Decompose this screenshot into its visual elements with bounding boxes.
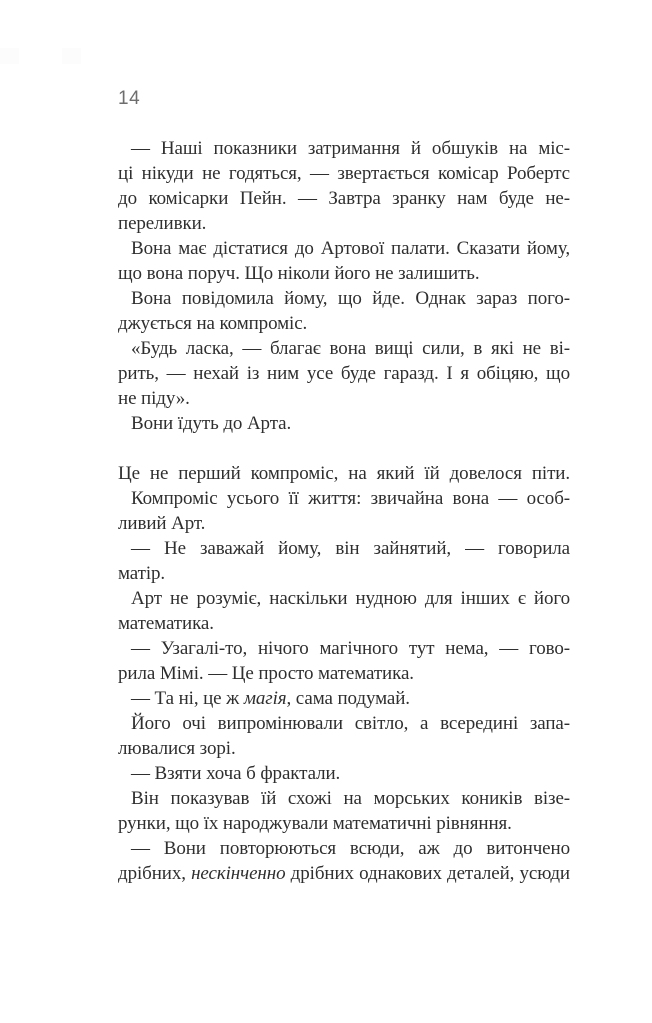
text-line [118,336,570,361]
text-line [118,486,570,511]
body-text: — Вони повторюються всюди, аж до витончено [131,838,570,859]
body-text: Вона повідомила йому, що йде. Однак зараз пого- [131,288,570,309]
text-line [118,136,570,161]
body-text: рила Мімі. — Це просто математика. [118,663,414,684]
body-text: Арт не розуміє, наскільки нудною для інших є його [131,588,570,609]
text-line [118,786,570,811]
emphasized-text: магія [243,688,287,709]
body-text: що вона поруч. Що ніколи його не залишить. [118,263,480,284]
body-text: переливки. [118,213,207,234]
body-text: лювалися зорі. [118,738,236,759]
text-line [118,811,570,836]
text-line [118,536,570,561]
text-line [118,586,570,611]
body-text: Вона має дістатися до Артової палати. Сказати йому, [131,238,570,259]
emphasized-text: нескінченно [191,863,286,884]
body-text: дрібних, [118,863,192,884]
body-text: джується на компроміс. [118,313,308,334]
page-number: 14 [118,88,141,109]
text-line [118,511,570,536]
text-line [118,561,570,586]
body-text: — Взяти хоча б фрактали. [131,763,341,784]
text-line [118,261,570,286]
body-text: Компроміс усього її життя: звичайна вона — особ- [131,488,570,509]
body-text: Вони їдуть до Арта. [131,413,292,434]
text-line [118,386,570,411]
text-line [118,611,570,636]
body-text: дрібних однакових деталей, усюди [285,863,570,884]
body-text: рунки, що їх народжували математичні рівняння. [118,813,512,834]
body-text: Його очі випромінювали світло, а всередині запа- [131,713,570,734]
text-line [118,461,570,486]
scan-artifact [0,48,19,64]
body-text: — Наші показники затримання й обшуків на міс- [131,138,570,159]
text-line [118,411,570,436]
body-text: — Узагалі-то, нічого магічного тут нема, — гово- [131,638,570,659]
text-line [118,836,570,861]
body-text: до комісарки Пейн. — Завтра зранку нам буде не- [118,188,570,209]
body-text: не піду». [118,388,190,409]
text-line [118,686,570,711]
body-text: , сама подумай. [286,688,410,709]
body-text: ці нікуди не годяться, — звертається комісар Робертс [118,163,570,184]
section-break [118,436,570,461]
body-text: математика. [118,613,214,634]
page-text [118,136,570,886]
text-line [118,286,570,311]
scan-artifact [62,48,81,64]
text-line [118,361,570,386]
body-text: рить, — нехай із ним усе буде гаразд. І я обіцяю, що [118,363,570,384]
body-text: — Та ні, це ж [131,688,244,709]
text-line [118,186,570,211]
text-line [118,211,570,236]
text-line [118,161,570,186]
text-line [118,311,570,336]
body-text: «Будь ласка, — благає вона вищі сили, в які не ві- [131,338,570,359]
body-text: Він показував їй схожі на морських коників візе- [131,788,570,809]
body-text: матір. [118,563,166,584]
text-line [118,761,570,786]
text-line [118,736,570,761]
body-text: ливий Арт. [118,513,206,534]
text-line [118,661,570,686]
text-line [118,711,570,736]
text-line [118,861,570,886]
text-line [118,636,570,661]
text-line [118,236,570,261]
body-text: Це не перший компроміс, на який їй довелося піти. [118,463,570,484]
body-text: — Не заважай йому, він зайнятий, — говорила [131,538,570,559]
